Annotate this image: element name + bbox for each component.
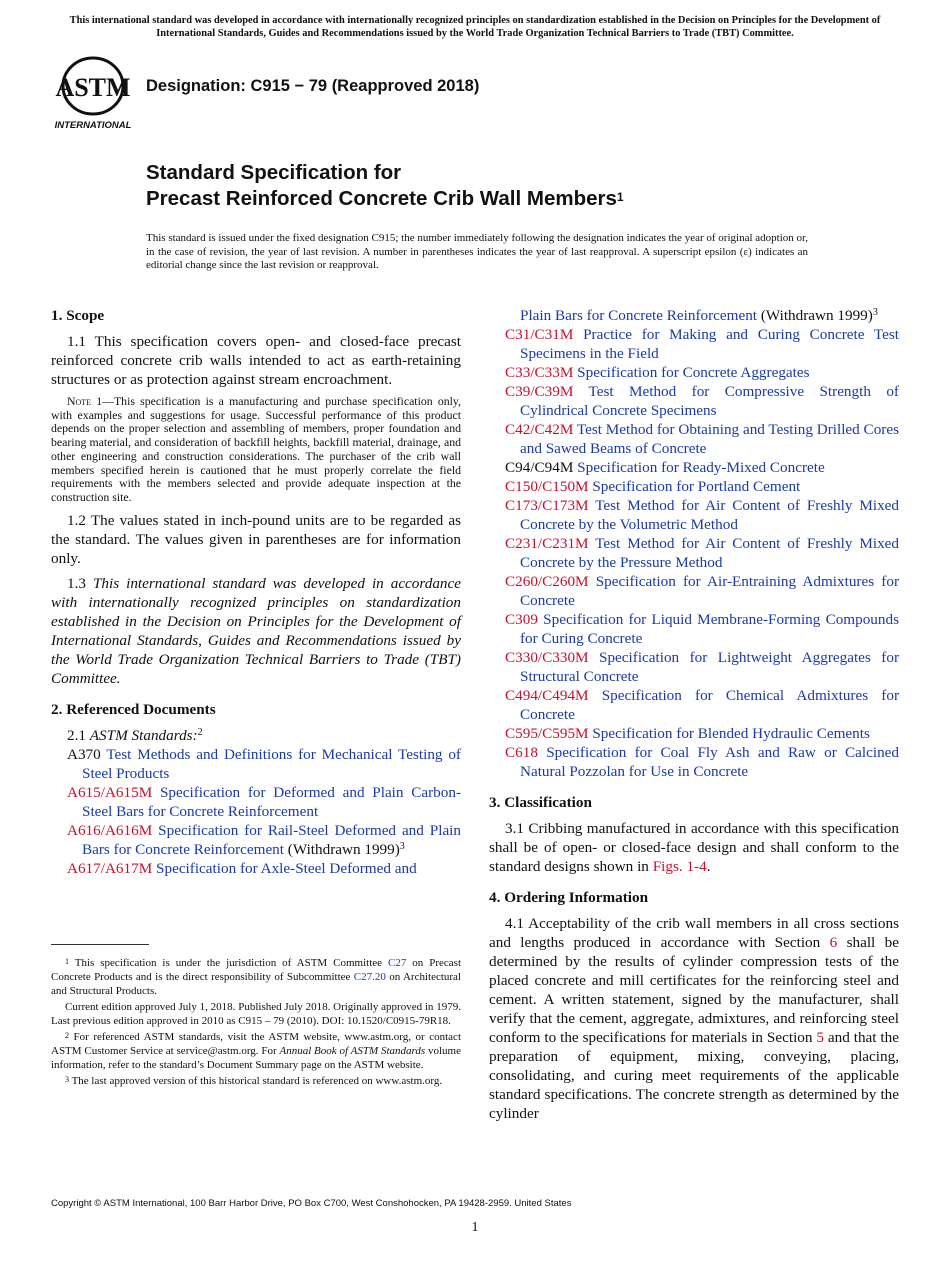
classification-p1: 3.1 Cribbing manufactured in accordance with this specification shall be of open- or closed-face design and shall conform to the standard designs shown in Figs. 1-4. — [489, 820, 899, 875]
right-refs-list — [489, 325, 899, 781]
ref-title[interactable]: Specification for Portland Cement — [592, 478, 801, 495]
figs-link[interactable]: Figs. 1-4 — [652, 858, 707, 875]
referenced-heading: 2. Referenced Documents — [51, 700, 216, 718]
ref-code[interactable]: C150/C150M — [505, 478, 589, 495]
right-column — [489, 306, 899, 1129]
ref-item[interactable]: A370 Test Methods and Definitions for Mechanical Testing of Steel Products — [67, 745, 461, 782]
ref-item[interactable] — [489, 610, 899, 648]
ref-item[interactable] — [489, 572, 899, 610]
logo-subtext: INTERNATIONAL — [54, 120, 132, 130]
ref-code[interactable]: C39/C39M — [505, 383, 574, 400]
ref-item[interactable] — [489, 724, 899, 743]
classification-heading: 3. Classification — [489, 794, 592, 811]
ref-title[interactable]: Specification for Concrete Aggregates — [577, 364, 810, 381]
scope-note: Note 1—This specification is a manufacturing and purchase specification only, with examples and suggestions for usage. Successful performance of this product depends on the proper selection and assembling of members, proper foundation and bearing material, and consideration of backfill heights, backfill material, drainage, and other engineering and construction considerations. The purchaser of the crib wall members specified herein is cautioned that he must properly correlate the field requirements with the members selected and provide adequate inspection at the construction site. — [51, 394, 462, 504]
ref-code[interactable]: C595/C595M — [505, 725, 589, 742]
ref-code[interactable]: C173/C173M — [505, 497, 589, 514]
ref-title[interactable]: Specification for Lightweight Aggregates for Structural Concrete — [520, 649, 899, 685]
page-title — [146, 160, 624, 212]
page-number: 1 — [471, 1220, 479, 1235]
ref-item[interactable] — [489, 496, 899, 534]
ref-item[interactable] — [489, 420, 899, 458]
footnote-3: $^3$ The last approved version of this historical standard is referenced on www.astm.org. — [65, 1075, 443, 1087]
top-notice: This international standard was developed in accordance with internationally recognized principles on standardization established in the Decision on Principles for the Development of International Standards, Guides and Recommendations issued by the World Trade Organization Technical Barriers to Trade (TBT) Committee. — [69, 15, 881, 39]
ref-item[interactable] — [489, 382, 899, 420]
ref-code[interactable]: C494/C494M — [505, 687, 589, 704]
ref-code[interactable]: C33/C33M — [505, 364, 574, 381]
scope-p2: 1.2 The values stated in inch-pound units are to be regarded as the standard. The values given in parentheses are for information only. — [51, 511, 461, 567]
ref-item[interactable] — [489, 743, 899, 781]
title-footnote-mark[interactable]: 1 — [616, 190, 624, 204]
ref-title[interactable]: Specification for Blended Hydraulic Cements — [592, 725, 870, 742]
scope-p3: 1.3 This international standard was developed in accordance with internationally recognized principles on standardization established in the Decision on Principles for the Development of International Standards, Guides and Recommendations issued by the World Trade Organization Technical Barriers to Trade (TBT) Committee. — [51, 574, 462, 687]
ref-code[interactable]: C260/C260M — [505, 573, 589, 590]
ref-title[interactable]: Test Method for Compressive Strength of Cylindrical Concrete Specimens — [520, 383, 899, 419]
ref-item[interactable] — [489, 458, 899, 477]
ref-item[interactable] — [489, 534, 899, 572]
ref-item[interactable] — [489, 363, 899, 382]
left-column — [51, 306, 461, 878]
scope-heading: 1. Scope — [51, 307, 105, 324]
ref-title[interactable]: Specification for Ready-Mixed Concrete — [577, 459, 825, 476]
ref-title[interactable]: Specification for Coal Fly Ash and Raw or Calcined Natural Pozzolan for Use in Concrete — [520, 744, 900, 780]
ref-item-cont[interactable]: Plain Bars for Concrete Reinforcement (Withdrawn 1999)$^3$ — [520, 307, 878, 324]
ref-item[interactable]: A616/A616M Specification for Rail-Steel Deformed and Plain Bars for Concrete Reinforcement (Withdrawn 1999)$^3$ — [67, 821, 461, 858]
ref-title[interactable]: Specification for Liquid Membrane-Forming Compounds for Curing Concrete — [520, 611, 899, 647]
title-line1: Standard Specification for — [146, 161, 402, 184]
ref-title[interactable]: Test Method for Obtaining and Testing Drilled Cores and Sawed Beams of Concrete — [520, 421, 899, 457]
referenced-sub: 2.1 ASTM Standards:$^2$ — [67, 726, 203, 744]
logo-text: ASTM — [55, 73, 131, 102]
footnote-1-edition: Current edition approved July 1, 2018. Published July 2018. Originally approved in 1979. Last previous edition approved in 2010 as C915 – 79 (2010). DOI: 10.1520/C0915-79R18. — [51, 1001, 461, 1027]
c27-20-link[interactable]: C27.20 — [353, 971, 386, 983]
ref-code[interactable]: C31/C31M — [505, 326, 574, 343]
footnotes — [51, 956, 461, 1090]
ref-code[interactable]: C330/C330M — [505, 649, 589, 666]
ordering-heading: 4. Ordering Information — [489, 889, 649, 906]
ref-item[interactable] — [489, 325, 899, 363]
section-6-link[interactable]: 6 — [829, 934, 838, 951]
designation: Designation: C915 − 79 (Reapproved 2018) — [146, 77, 480, 95]
ref-item[interactable] — [489, 648, 899, 686]
ref-title[interactable]: Practice for Making and Curing Concrete Test Specimens in the Field — [520, 326, 899, 362]
ref-title[interactable]: Specification for Chemical Admixtures for Concrete — [520, 687, 899, 723]
ref-code[interactable]: C42/C42M — [505, 421, 574, 438]
astm-logo-icon — [51, 56, 135, 130]
ref-code[interactable]: C231/C231M — [505, 535, 589, 552]
ref-code[interactable]: C309 — [505, 611, 538, 628]
ref-title[interactable]: Test Method for Air Content of Freshly Mixed Concrete by the Pressure Method — [520, 535, 899, 571]
section-5-link[interactable]: 5 — [816, 1029, 824, 1046]
ref-item[interactable] — [489, 477, 899, 496]
footnote-rule — [51, 944, 149, 945]
c27-link[interactable]: C27 — [388, 957, 407, 969]
standard-note: This standard is issued under the fixed designation C915; the number immediately following the designation indicates the year of original adoption or, in the case of revision, the year of last revision. A number in parentheses indicates the year of last reapproval. A superscript epsilon (ε) indicates an editorial change since the last revision or reapproval. — [146, 232, 808, 272]
ref-title[interactable]: Test Method for Air Content of Freshly Mixed Concrete by the Volumetric Method — [520, 497, 899, 533]
copyright: Copyright © ASTM International, 100 Barr Harbor Drive, PO Box C700, West Conshohocken, PA 19428-2959. United States — [51, 1198, 572, 1209]
ref-code[interactable]: C618 — [505, 744, 538, 761]
ref-title[interactable]: Specification for Air-Entraining Admixtures for Concrete — [520, 573, 900, 609]
footnote-2: $^2$ For referenced ASTM standards, visit the ASTM website, www.astm.org, or contact ASTM Customer Service at service@astm.org. For Annual Book of ASTM Standards volume information, refer to the standard’s Document Summary page on the ASTM website. — [51, 1031, 461, 1071]
ref-item[interactable]: A615/A615M Specification for Deformed and Plain Carbon-Steel Bars for Concrete Reinforcement — [67, 783, 462, 820]
ref-item[interactable]: A617/A617M Specification for Axle-Steel Deformed and — [67, 859, 417, 877]
ordering-p1: 4.1 Acceptability of the crib wall members in all cross sections and lengths produced in accordance with Section 6 shall be determined by the results of cylinder compression tests of the placed concrete and mill certificates for the reinforcing steel and cement. A written statement, signed by the manufacturer, shall verify that the cement, aggregate, admixtures, and reinforcing steel conform to the specifications for materials in Section 5 and that the preparation of equipment, mixing, conveying, placing, consolidating, and curing meet requirements of the applicable standard specifications. The concrete strength as determined by the cylinder — [489, 915, 899, 1122]
ref-code[interactable]: C94/C94M — [505, 459, 574, 476]
footnote-1: $^1$ This specification is under the jurisdiction of ASTM Committee C27 on Precast Concrete Products and is the direct responsibility of Subcommittee C27.20 on Architectural and Structural Products. — [51, 957, 462, 997]
ref-item[interactable] — [489, 686, 899, 724]
title-line2: Precast Reinforced Concrete Crib Wall Members$^1$ — [146, 187, 624, 210]
scope-p1: 1.1 This specification covers open- and closed-face precast reinforced concrete crib walls intended to act as earth-retaining structures or as protection against stream encroachment. — [51, 333, 461, 388]
